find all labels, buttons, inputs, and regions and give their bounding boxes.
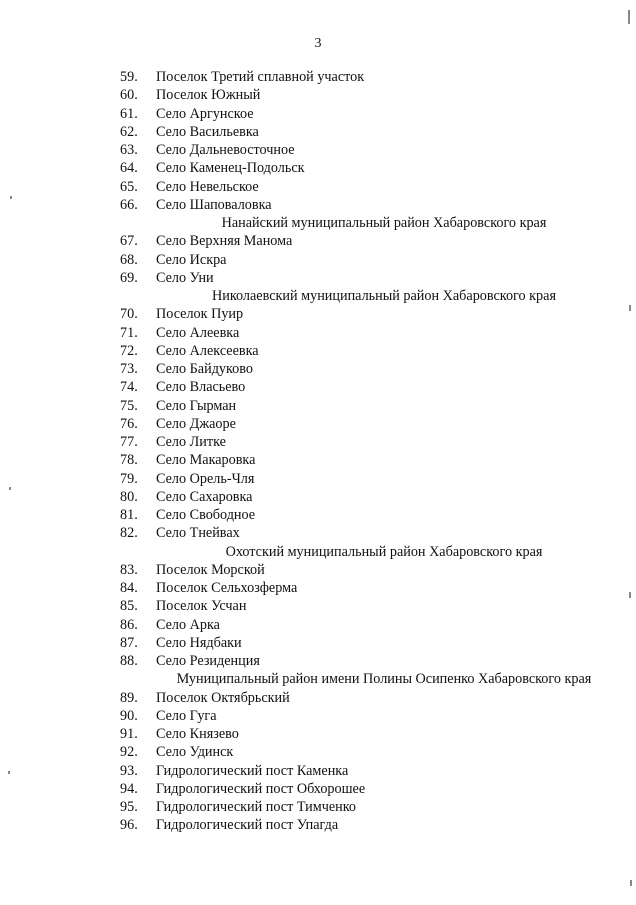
item-number: 70. bbox=[120, 306, 138, 323]
item-number: 96. bbox=[120, 817, 138, 834]
list-item bbox=[0, 506, 636, 524]
item-number: 76. bbox=[120, 415, 138, 432]
settlement-name: Гидрологический пост Упагда bbox=[156, 817, 339, 834]
item-number: 68. bbox=[120, 251, 138, 268]
list-item bbox=[0, 86, 636, 104]
list-item bbox=[0, 652, 636, 670]
settlement-name: Село Резиденция bbox=[156, 653, 260, 669]
scan-speck bbox=[8, 771, 10, 774]
scan-speck bbox=[628, 10, 630, 24]
settlement-name: Село Алеевка bbox=[156, 324, 240, 341]
list-item bbox=[0, 634, 636, 652]
settlement-name: Село Джаоре bbox=[156, 415, 236, 432]
item-number: 80. bbox=[120, 488, 138, 505]
district-heading-text: Нанайский муниципальный район Хабаровского края bbox=[221, 215, 547, 231]
item-number: 82. bbox=[120, 525, 138, 542]
item-number: 89. bbox=[120, 689, 138, 706]
settlement-name: Поселок Октябрьский bbox=[156, 689, 290, 706]
item-number: 74. bbox=[120, 379, 138, 396]
item-number: 60. bbox=[120, 87, 138, 104]
item-number: 92. bbox=[120, 744, 138, 761]
settlement-name: Поселок Третий сплавной участок bbox=[156, 69, 365, 85]
item-number: 59. bbox=[120, 69, 138, 85]
list-item bbox=[0, 105, 636, 123]
list-item bbox=[0, 561, 636, 579]
list-item bbox=[0, 451, 636, 469]
settlement-name: Поселок Южный bbox=[156, 87, 261, 104]
list-item bbox=[0, 816, 636, 834]
list-item bbox=[0, 305, 636, 323]
settlement-name: Село Гуга bbox=[156, 707, 217, 724]
settlement-name: Село Искра bbox=[156, 251, 227, 268]
settlement-name: Село Нядбаки bbox=[156, 634, 242, 651]
item-number: 61. bbox=[120, 105, 138, 122]
settlement-name: Село Шаповаловка bbox=[156, 196, 272, 213]
list-item bbox=[0, 524, 636, 542]
list-item bbox=[0, 178, 636, 196]
item-number: 84. bbox=[120, 580, 138, 596]
item-number: 87. bbox=[120, 634, 138, 651]
item-number: 73. bbox=[120, 361, 138, 377]
item-number: 91. bbox=[120, 726, 138, 742]
settlement-name: Село Уни bbox=[156, 269, 214, 286]
scan-speck bbox=[629, 305, 631, 311]
list-item bbox=[0, 725, 636, 743]
district-heading bbox=[0, 670, 636, 688]
item-number: 63. bbox=[120, 142, 138, 158]
settlement-name: Село Невельское bbox=[156, 178, 259, 195]
list-item bbox=[0, 269, 636, 287]
list-item bbox=[0, 342, 636, 360]
settlement-name: Поселок Пуир bbox=[156, 306, 244, 323]
district-heading bbox=[0, 287, 636, 305]
item-number: 72. bbox=[120, 342, 138, 359]
list-item bbox=[0, 597, 636, 615]
list-item bbox=[0, 780, 636, 798]
item-number: 71. bbox=[120, 324, 138, 341]
list-item bbox=[0, 689, 636, 707]
list-item bbox=[0, 579, 636, 597]
list-item bbox=[0, 743, 636, 761]
item-number: 78. bbox=[120, 452, 138, 469]
item-number: 85. bbox=[120, 598, 138, 615]
item-number: 65. bbox=[120, 178, 138, 195]
list-item bbox=[0, 707, 636, 725]
item-number: 93. bbox=[120, 762, 138, 779]
settlement-name: Село Князево bbox=[156, 726, 239, 742]
settlement-name: Село Верхняя Манома bbox=[156, 233, 293, 250]
district-heading bbox=[0, 214, 636, 232]
settlement-name: Село Каменец-Подольск bbox=[156, 160, 305, 177]
settlement-name: Село Удинск bbox=[156, 744, 234, 761]
list-item bbox=[0, 251, 636, 269]
item-number: 69. bbox=[120, 269, 138, 286]
list-item bbox=[0, 324, 636, 342]
settlement-name: Село Дальневосточное bbox=[156, 142, 295, 158]
scan-speck bbox=[630, 880, 632, 886]
settlement-name: Село Орель-Чля bbox=[156, 470, 255, 487]
settlement-name: Село Свободное bbox=[156, 507, 256, 523]
settlement-name: Село Макаровка bbox=[156, 452, 256, 469]
settlement-list bbox=[0, 68, 636, 835]
settlement-name: Село Байдуково bbox=[156, 361, 253, 377]
list-item bbox=[0, 470, 636, 488]
item-number: 62. bbox=[120, 123, 138, 140]
item-number: 64. bbox=[120, 160, 138, 177]
item-number: 88. bbox=[120, 653, 138, 669]
list-item bbox=[0, 397, 636, 415]
item-number: 86. bbox=[120, 616, 138, 633]
settlement-name: Село Власьево bbox=[156, 379, 246, 396]
settlement-name: Село Тнейвах bbox=[156, 525, 240, 542]
list-item bbox=[0, 232, 636, 250]
settlement-name: Гидрологический пост Тимченко bbox=[156, 799, 357, 815]
settlement-name: Поселок Усчан bbox=[156, 598, 247, 615]
item-number: 83. bbox=[120, 561, 138, 578]
settlement-name: Село Гырман bbox=[156, 397, 237, 414]
list-item bbox=[0, 616, 636, 634]
settlement-name: Гидрологический пост Каменка bbox=[156, 762, 349, 779]
item-number: 81. bbox=[120, 507, 138, 523]
item-number: 75. bbox=[120, 397, 138, 414]
list-item bbox=[0, 196, 636, 214]
item-number: 94. bbox=[120, 780, 138, 797]
district-heading-text: Николаевский муниципальный район Хабаровского края bbox=[212, 288, 556, 304]
item-number: 95. bbox=[120, 799, 138, 815]
settlement-name: Село Литке bbox=[156, 434, 226, 450]
settlement-name: Село Сахаровка bbox=[156, 488, 253, 505]
district-heading-text: Муниципальный район имени Полины Осипенко Хабаровского края bbox=[176, 671, 592, 688]
scan-speck bbox=[10, 196, 12, 199]
item-number: 67. bbox=[120, 233, 138, 250]
list-item bbox=[0, 123, 636, 141]
item-number: 77. bbox=[120, 434, 138, 450]
list-item bbox=[0, 415, 636, 433]
list-item bbox=[0, 68, 636, 86]
settlement-name: Село Арка bbox=[156, 616, 220, 633]
scan-speck bbox=[629, 592, 631, 598]
item-number: 90. bbox=[120, 707, 138, 724]
item-number: 66. bbox=[120, 196, 138, 213]
page-number: 3 bbox=[314, 36, 322, 51]
district-heading-text: Охотский муниципальный район Хабаровского края bbox=[225, 543, 543, 560]
settlement-name: Поселок Сельхозферма bbox=[156, 580, 298, 596]
list-item bbox=[0, 378, 636, 396]
settlement-name: Гидрологический пост Обхорошее bbox=[156, 780, 366, 797]
district-heading bbox=[0, 543, 636, 561]
list-item bbox=[0, 159, 636, 177]
item-number: 79. bbox=[120, 470, 138, 487]
list-item bbox=[0, 762, 636, 780]
settlement-name: Село Васильевка bbox=[156, 123, 259, 140]
scan-speck bbox=[9, 487, 11, 490]
list-item bbox=[0, 433, 636, 451]
settlement-name: Село Аргунское bbox=[156, 105, 254, 122]
list-item bbox=[0, 798, 636, 816]
settlement-name: Село Алексеевка bbox=[156, 342, 259, 359]
list-item bbox=[0, 488, 636, 506]
settlement-name: Поселок Морской bbox=[156, 561, 265, 578]
list-item bbox=[0, 360, 636, 378]
list-item bbox=[0, 141, 636, 159]
